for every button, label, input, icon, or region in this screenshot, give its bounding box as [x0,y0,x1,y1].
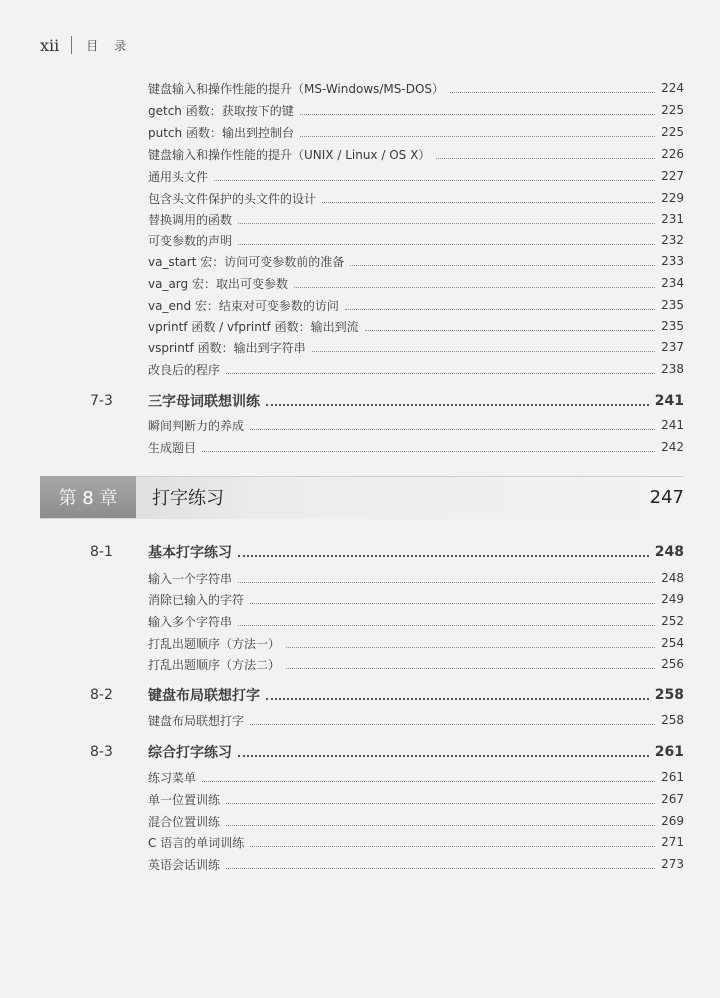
toc-entry-label: 消除已输入的字符 [148,592,245,607]
leader-dots [365,330,656,331]
section-page: 261 [654,744,684,760]
leader-dots [345,309,655,310]
toc-entry[interactable] [148,812,684,830]
leader-dots [226,825,655,826]
toc-entry-page: 234 [661,276,684,290]
toc-entry[interactable] [148,231,684,249]
toc-entry-page: 241 [661,418,684,432]
chapter-page: 247 [649,486,684,508]
toc-entry-page: 235 [661,298,684,312]
toc-entry-label: 替换调用的函数 [148,212,233,227]
leader-dots [202,781,655,782]
toc-entry[interactable] [148,79,684,97]
toc-entry[interactable] [148,296,684,314]
toc-entry[interactable] [148,438,684,456]
toc-entry-page: 231 [661,212,684,226]
toc-entry[interactable] [148,833,684,851]
toc-entry-page: 261 [661,770,684,784]
toc-entry-label: vprintf 函数 / vfprintf 函数：输出到流 [148,319,359,334]
chapter-tag: 第 8 章 [40,476,136,518]
toc-section[interactable] [90,391,684,411]
toc-entry-page: 233 [661,254,684,268]
toc-entry[interactable] [148,855,684,873]
leader-dots [286,647,655,648]
toc-entry-label: 键盘输入和操作性能的提升（MS-Windows/MS-DOS） [148,81,445,96]
leader-dots [238,582,655,583]
section-number: 7-3 [90,393,113,409]
toc-entry-label: 可变参数的声明 [148,233,233,248]
toc-entry[interactable] [148,101,684,119]
section-page: 258 [654,687,684,703]
toc-entry-label: 打乱出题顺序（方法一） [148,636,281,651]
chapter-band [40,476,684,519]
section-number: 8-1 [90,544,113,560]
toc-section[interactable] [90,685,684,705]
section-title: 键盘布局联想打字 [148,688,260,704]
leader-dots [238,223,655,224]
section-title: 综合打字练习 [148,745,232,761]
leader-dots [226,868,655,869]
header-divider [71,36,72,54]
toc-entry-label: 键盘布局联想打字 [148,713,245,728]
leader-dots [266,404,649,406]
page-number: xii [40,35,60,55]
leader-dots [266,698,649,700]
toc-entry[interactable] [148,167,684,185]
leader-dots [312,351,656,352]
section-title: 三字母词联想训练 [148,394,260,410]
toc-entry-page: 258 [661,713,684,727]
toc-entry-page: 256 [661,657,684,671]
toc-entry-page: 227 [661,169,684,183]
leader-dots [202,451,655,452]
toc-entry-page: 232 [661,233,684,247]
leader-dots [300,136,655,137]
leader-dots [294,287,655,288]
toc-entry-page: 229 [661,191,684,205]
section-title: 基本打字练习 [148,545,232,561]
toc-entry-page: 249 [661,592,684,606]
toc-entry-page: 225 [661,125,684,139]
toc-entry-label: va_start 宏：访问可变参数前的准备 [148,254,345,269]
toc-entry-page: 271 [661,835,684,849]
toc-entry-label: 包含头文件保护的头文件的设计 [148,191,317,206]
toc-entry[interactable] [148,612,684,630]
toc-section[interactable] [90,542,684,562]
leader-dots [226,373,655,374]
leader-dots [238,755,649,757]
toc-entry-page: 237 [661,340,684,354]
toc-entry[interactable] [148,189,684,207]
toc-entry-page: 242 [661,440,684,454]
toc-entry-page: 224 [661,81,684,95]
toc-entry[interactable] [148,123,684,141]
leader-dots [450,92,655,93]
toc-entry-page: 225 [661,103,684,117]
toc-entry[interactable] [148,360,684,378]
leader-dots [250,603,655,604]
toc-entry[interactable] [148,317,684,335]
leader-dots [238,555,649,557]
toc-entry[interactable] [148,416,684,434]
leader-dots [286,668,655,669]
toc-entry-label: 输入多个字符串 [148,614,233,629]
toc-entry[interactable] [148,790,684,808]
leader-dots [436,158,655,159]
toc-entry-label: va_arg 宏：取出可变参数 [148,276,288,291]
leader-dots [322,202,655,203]
toc-entry-label: 生成题目 [148,440,197,455]
toc-entry[interactable] [148,145,684,163]
section-number: 8-2 [90,687,113,703]
toc-entry-page: 226 [661,147,684,161]
toc-entry-label: 通用头文件 [148,169,209,184]
section-page: 248 [654,544,684,560]
toc-entry-label: vsprintf 函数：输出到字符串 [148,340,306,355]
toc-entry-page: 273 [661,857,684,871]
leader-dots [350,265,655,266]
toc-entry-label: 单一位置训练 [148,792,221,807]
page-title: 目 录 [86,38,133,53]
toc-entry-label: va_end 宏：结束对可变参数的访问 [148,298,339,313]
toc-entry[interactable] [148,768,684,786]
leader-dots [300,114,655,115]
leader-dots [214,180,655,181]
toc-entry[interactable] [148,655,684,673]
toc-entry[interactable] [148,634,684,652]
toc-entry[interactable] [148,590,684,608]
toc-entry-label: getch 函数：获取按下的键 [148,103,294,118]
toc-entry-label: putch 函数：输出到控制台 [148,125,294,140]
leader-dots [250,846,655,847]
toc-entry-label: C 语言的单词训练 [148,835,245,850]
toc-entry[interactable] [148,338,684,356]
toc-entry-page: 269 [661,814,684,828]
toc-section[interactable] [90,742,684,762]
leader-dots [226,803,655,804]
toc-entry[interactable] [148,569,684,587]
leader-dots [238,244,655,245]
toc-entry[interactable] [148,252,684,270]
toc-entry-label: 混合位置训练 [148,814,221,829]
toc-entry-label: 输入一个字符串 [148,571,233,586]
toc-entry-label: 瞬间判断力的养成 [148,418,245,433]
section-number: 8-3 [90,744,113,760]
toc-entry[interactable] [148,274,684,292]
toc-entry-page: 235 [661,319,684,333]
toc-entry-page: 254 [661,636,684,650]
toc-entry[interactable] [148,711,684,729]
toc-entry-label: 英语会话训练 [148,857,221,872]
page-header [40,34,132,56]
toc-entry-label: 打乱出题顺序（方法二） [148,657,281,672]
chapter-title: 打字练习 [152,488,224,509]
toc-entry-page: 238 [661,362,684,376]
toc-entry-label: 改良后的程序 [148,362,221,377]
chapter-banner[interactable] [40,476,684,518]
leader-dots [250,724,655,725]
toc-entry[interactable] [148,210,684,228]
toc-entry-page: 248 [661,571,684,585]
leader-dots [250,429,655,430]
toc-entry-label: 练习菜单 [148,770,197,785]
toc-entry-page: 252 [661,614,684,628]
section-page: 241 [654,393,684,409]
toc-entry-page: 267 [661,792,684,806]
leader-dots [238,625,655,626]
toc-entry-label: 键盘输入和操作性能的提升（UNIX / Linux / OS X） [148,147,431,162]
